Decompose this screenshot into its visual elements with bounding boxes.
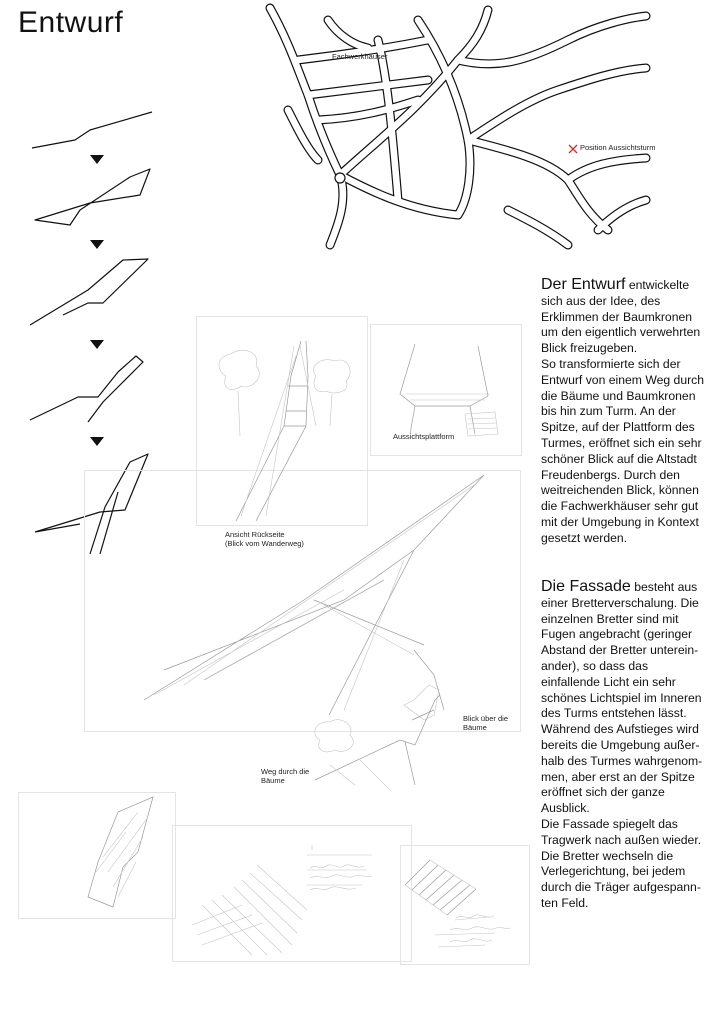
text-line: Erklimmen der Baumkronen [541, 309, 693, 324]
diagram-step-2 [30, 165, 155, 230]
label-blick [463, 714, 508, 732]
label-weg-line1: Weg durch die [261, 767, 310, 776]
text-line: besteht aus [634, 580, 698, 594]
label-weg [261, 767, 309, 785]
text-line: einzelnen Bretter sind mit [541, 611, 679, 626]
label-blick-line1: Blick über die [463, 714, 509, 723]
text-line: Blick freizugeben. [541, 341, 638, 356]
text-line: ander), so dass das [541, 658, 649, 673]
text-line: um den eigentlich verwehrten [541, 325, 701, 340]
text-line: mit der Umgebung in Kontext [541, 514, 699, 529]
text-line: Verlegerichtung, bei jedem [541, 864, 686, 879]
text-line: schönes Lichtspiel im Inneren [541, 690, 702, 705]
text-line: men, aber erst an der Spitze [541, 769, 695, 784]
text-line: bis hin zum Turm. An der [541, 404, 676, 419]
text-line: einfallende Licht ein sehr [541, 674, 676, 689]
handwritten-note-boards [308, 862, 378, 902]
pencil-facade-detail [18, 792, 178, 917]
arrow-down-icon [90, 240, 104, 250]
label-ansicht-line2: (Blick vom Wanderweg) [225, 539, 304, 548]
label-ansicht-line1: Ansicht Rückseite [225, 530, 285, 539]
label-aussichtsplattform: Aussichtsplattform [393, 432, 455, 441]
arrow-down-icon [90, 437, 104, 447]
text-line: Fugen angebracht (geringer [541, 627, 693, 642]
text-fassade [541, 579, 716, 912]
text-line: bereits die Umgebung außer- [541, 737, 700, 752]
text-line: schöner Blick auf die Altstadt [541, 451, 697, 466]
text-entwurf [541, 277, 716, 547]
text-line: weitreichenden Blick, können [541, 483, 699, 498]
diagram-step-1 [30, 108, 155, 153]
text-fassade-first [541, 579, 716, 596]
label-blick-line2: Bäume [463, 723, 487, 732]
site-map [268, 0, 648, 250]
arrow-down-icon [90, 155, 104, 165]
text-line: sich aus der Idee, des [541, 293, 661, 308]
text-line: Freudenbergs. Durch den [541, 467, 680, 482]
text-line: Spitze, auf der Plattform des [541, 420, 695, 435]
text-line: gesetzt werden. [541, 530, 628, 545]
text-line: Während des Aufstieges wird [541, 722, 699, 737]
text-line: eröffnet sich der ganze [541, 785, 665, 800]
text-line: Die Fassade spiegelt das [541, 816, 678, 831]
label-ansicht [225, 530, 304, 548]
text-entwurf-lead: Der Entwurf [541, 276, 626, 293]
cross-marker-icon [569, 145, 577, 153]
text-line: durch die Träger aufgespann- [541, 880, 701, 895]
text-line: Ausblick. [541, 801, 590, 816]
diagram-step-4 [28, 352, 153, 427]
text-line: Tragwerk nach außen wieder. [541, 832, 702, 847]
text-line: die Bäume und Baumkronen [541, 388, 696, 403]
text-line: Entwurf von einem Weg durch [541, 372, 705, 387]
map-label-position: Position Aussichtsturm [580, 143, 656, 152]
handwritten-note-gap [448, 912, 518, 952]
arrow-down-icon [90, 340, 104, 350]
text-entwurf-first [541, 277, 716, 294]
text-fassade-lead: Die Fassade [541, 578, 631, 595]
page-title: Entwurf [18, 6, 124, 39]
diagram-step-3 [28, 255, 153, 330]
text-line: einer Bretterverschalung. Die [541, 595, 699, 610]
text-line: So transformierte sich der [541, 356, 681, 371]
text-line: die Fachwerkhäuser sehr gut [541, 499, 699, 514]
text-line: halb des Turmes wahrgenom- [541, 753, 703, 768]
text-line: Abstand der Bretter unterein- [541, 643, 699, 658]
map-label-fachwerk: Fachwerkhäuser [332, 52, 388, 61]
text-line: des Turms entstehen lässt. [541, 706, 687, 721]
text-line: Turmes, eröffnet sich ein sehr [541, 435, 702, 450]
label-weg-line2: Bäume [261, 776, 285, 785]
text-line: Die Bretter wechseln die [541, 848, 674, 863]
text-line: ten Feld. [541, 895, 589, 910]
text-line: entwickelte [628, 278, 690, 292]
